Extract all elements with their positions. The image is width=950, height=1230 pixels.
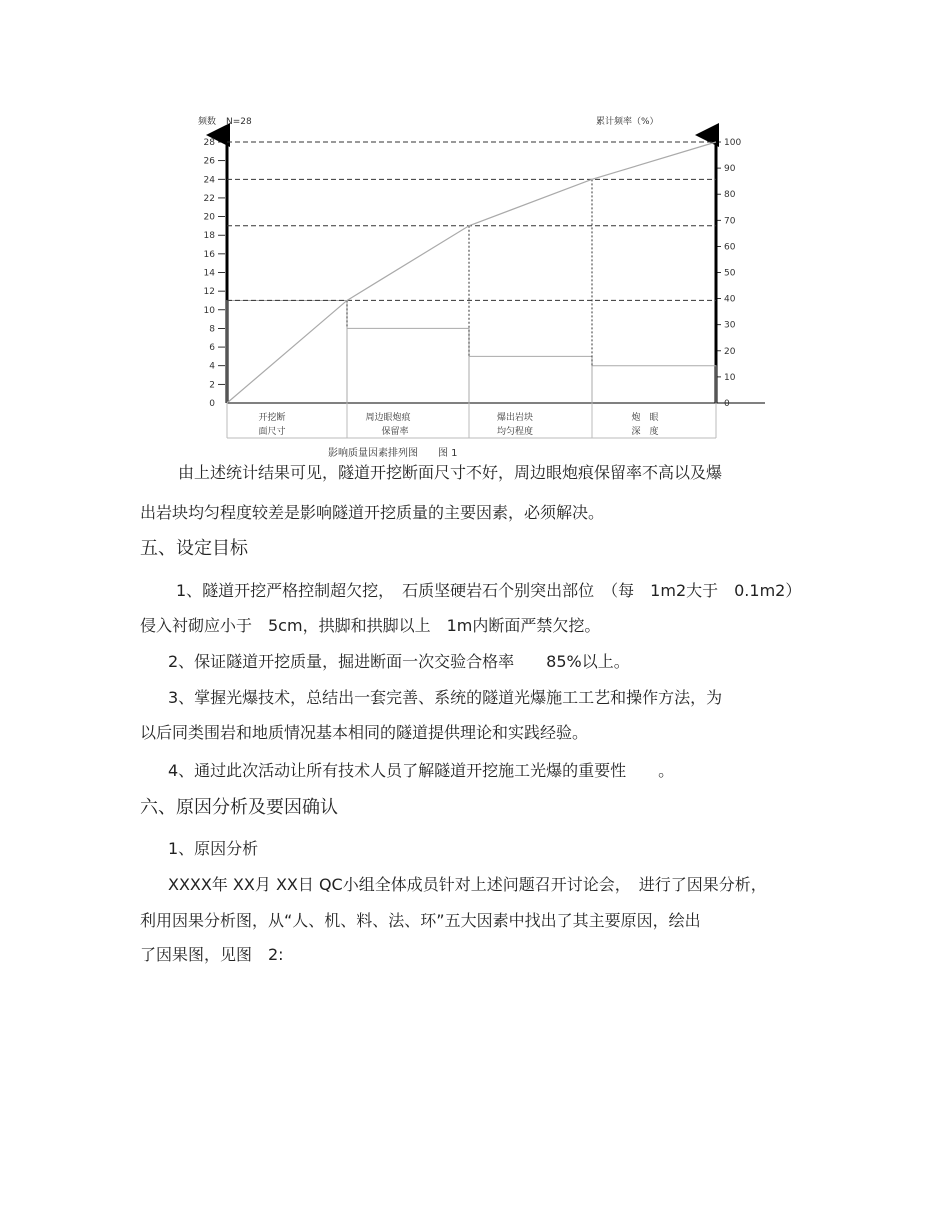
right-tick-label: 20	[724, 346, 736, 357]
n-label: N=28	[226, 117, 252, 127]
left-tick-label: 10	[203, 305, 215, 316]
subsection-1-title: 1、原因分析	[168, 839, 259, 858]
right-tick-label: 50	[724, 268, 736, 279]
pareto-chart	[0, 0, 950, 470]
goal-1-line-1: 1、隧道开挖严格控制超欠挖， 石质坚硬岩石个别突出部位 （每 1m2大于 0.1m2）	[176, 581, 802, 600]
right-tick-label: 0	[724, 399, 730, 409]
left-tick-label: 6	[209, 343, 215, 354]
category-3-line1: 爆出岩块	[496, 413, 534, 423]
analysis-line-3: 了因果图，见图 2:	[140, 945, 284, 964]
left-tick-label: 20	[203, 212, 215, 223]
category-2-line2: 保留率	[381, 427, 409, 437]
bar-4	[592, 366, 716, 403]
right-tick-label: 10	[724, 372, 736, 383]
right-tick-label: 30	[724, 320, 736, 331]
category-4-line2: 深 度	[631, 427, 659, 437]
left-tick-label: 0	[209, 399, 215, 409]
category-1-line1: 开挖断	[258, 413, 286, 423]
goal-3-line-1: 3、掌握光爆技术，总结出一套完善、系统的隧道光爆施工工艺和操作方法，为	[168, 688, 723, 707]
section-5-title: 五、设定目标	[140, 538, 248, 559]
left-tick-label: 2	[209, 380, 215, 391]
left-tick-label: 22	[203, 193, 215, 204]
intro-line-1: 由上述统计结果可见，隧道开挖断面尺寸不好，周边眼炮痕保留率不高以及爆	[178, 463, 723, 482]
chart-caption: 影响质量因素排列图 图 1	[328, 448, 458, 459]
left-tick-label: 24	[203, 175, 215, 186]
left-tick-label: 18	[203, 231, 215, 242]
left-tick-label: 26	[203, 156, 215, 167]
bar-3	[469, 356, 592, 403]
cumulative-line	[227, 142, 716, 403]
category-4-line1: 炮 眼	[631, 413, 659, 423]
right-tick-label: 100	[724, 138, 742, 148]
goal-1-line-2: 侵入衬砌应小于 5cm，拱脚和拱脚以上 1m内断面严禁欠挖。	[140, 616, 601, 635]
analysis-line-2: 利用因果分析图，从“人、机、料、法、环”五大因素中找出了其主要原因，绘出	[140, 911, 701, 930]
right-tick-label: 40	[724, 294, 736, 305]
left-axis-label: 频数	[198, 117, 217, 127]
goal-4: 4、通过此次活动让所有技术人员了解隧道开挖施工光爆的重要性 。	[168, 761, 675, 780]
goal-3-line-2: 以后同类围岩和地质情况基本相同的隧道提供理论和实践经验。	[140, 723, 589, 742]
category-3-line2: 均匀程度	[496, 427, 534, 437]
intro-line-2: 出岩块均匀程度较差是影响隧道开挖质量的主要因素，必须解决。	[140, 503, 605, 522]
left-tick-label: 4	[209, 361, 215, 372]
right-tick-label: 70	[724, 216, 736, 227]
goal-2: 2、保证隧道开挖质量，掘进断面一次交验合格率 85%以上。	[168, 652, 630, 671]
left-tick-label: 14	[203, 268, 215, 279]
left-tick-label: 16	[203, 249, 215, 260]
left-tick-label: 8	[209, 324, 215, 335]
right-axis-label: 累计频率（%）	[596, 117, 659, 127]
right-tick-label: 90	[724, 164, 736, 175]
bar-2	[347, 328, 469, 403]
left-tick-label: 12	[203, 287, 215, 298]
right-tick-label: 60	[724, 242, 736, 253]
analysis-line-1: XXXX年 XX月 XX日 QC小组全体成员针对上述问题召开讨论会， 进行了因果分析，	[168, 875, 767, 894]
category-1-line2: 面尺寸	[258, 427, 286, 437]
section-6-title: 六、原因分析及要因确认	[140, 797, 338, 818]
right-tick-label: 80	[724, 190, 736, 201]
category-2-line1: 周边眼炮痕	[365, 413, 411, 423]
left-tick-label: 28	[203, 138, 215, 148]
